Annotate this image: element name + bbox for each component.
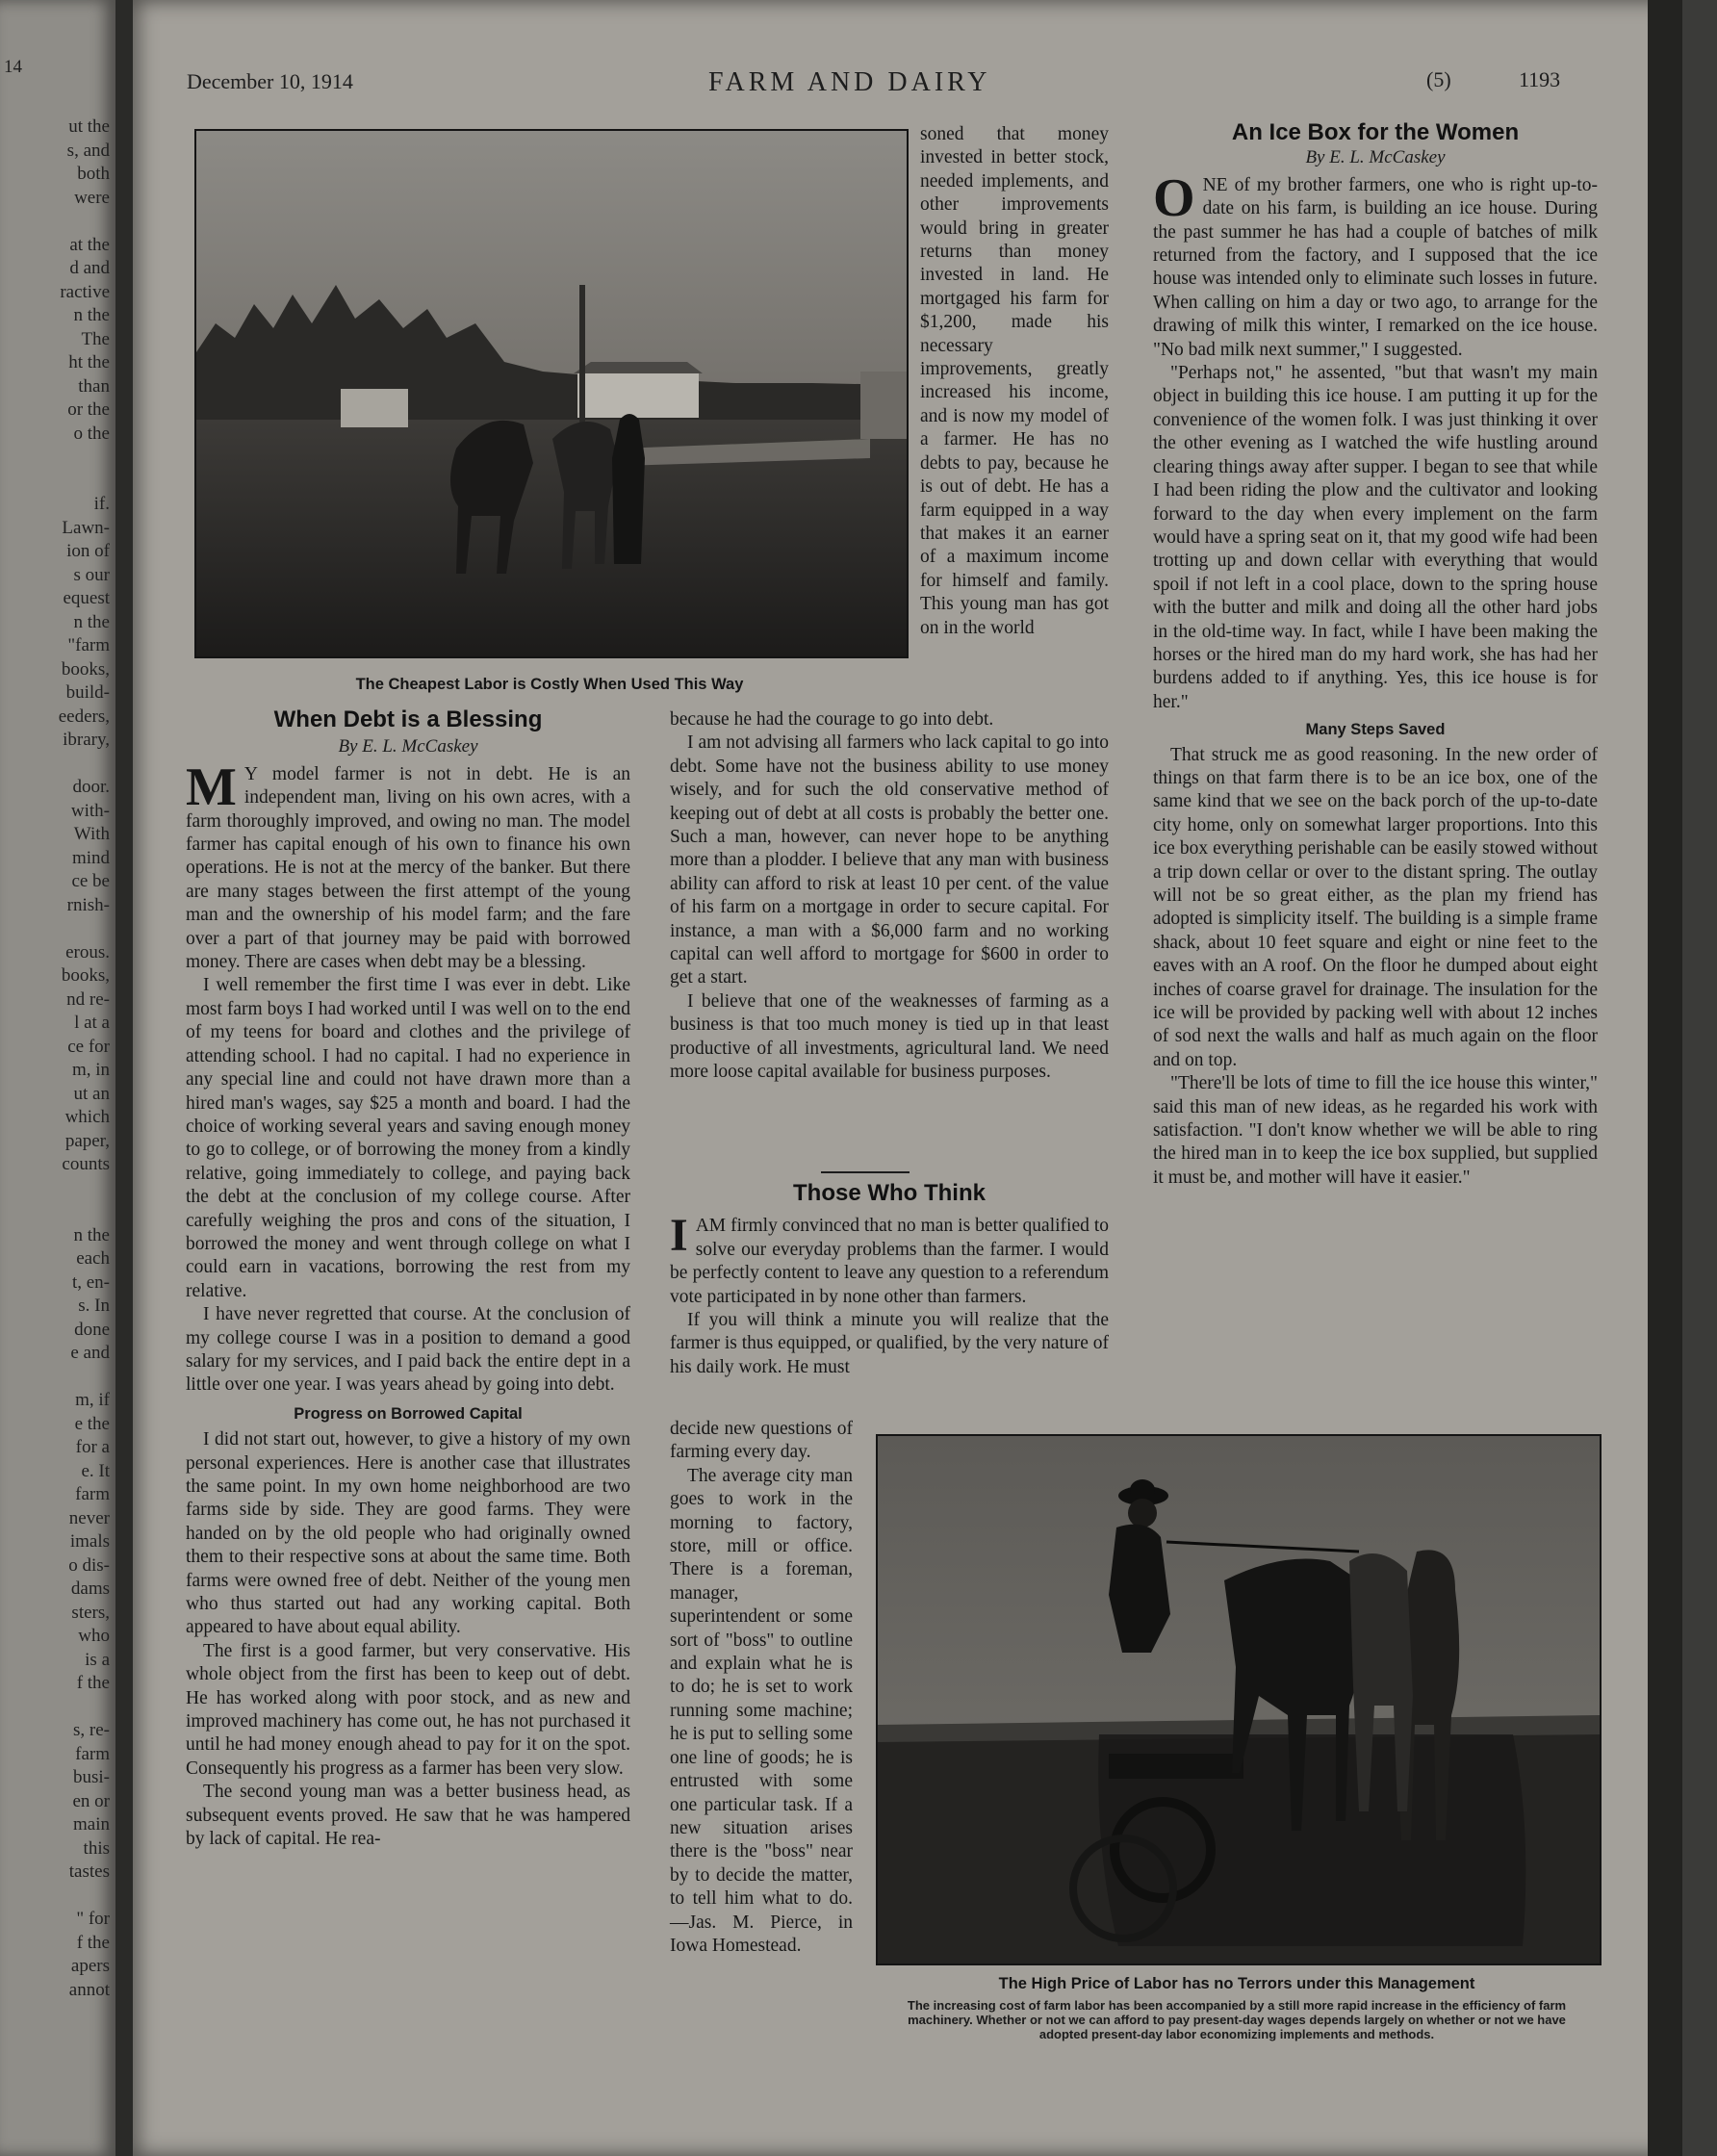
previous-page-fragment: m, in — [71, 1060, 110, 1080]
previous-page-fragment: ce for — [67, 1036, 110, 1057]
previous-page-fragment: sters, — [71, 1602, 110, 1623]
bottom-photo-caption: The High Price of Labor has no Terrors under this Management — [998, 1975, 1475, 1992]
previous-page-fragment: who — [78, 1626, 110, 1646]
paragraph: The second young man was a better business head, as subsequent events proved. He saw that he was hampered by lack of capital. He rea- — [186, 1782, 630, 1850]
previous-page-fragment: mind — [71, 847, 110, 868]
previous-page-fragment: en or — [72, 1790, 110, 1811]
paragraph: I have never regretted that course. At the conclusion of my college course I was in a position to demand a good salary for my services, and I paid back the entire dept in a little over one year. I was years ahead by going into debt. — [186, 1304, 630, 1396]
photo-farmers-with-horses — [194, 129, 909, 658]
bottom-photo-subcaption: The increasing cost of farm labor has been accompanied by a still more rapid increase in the efficiency of farm machinery. Whether or not we can afford to pay present-day wages depends largely on whether or not we have adopted present-day labor economizing implements and methods. — [907, 1998, 1567, 2041]
previous-page-fragment: With — [73, 824, 110, 844]
paragraph: I did not start out, however, to give a history of my own personal experiences. Here is another case that illustrates the same point. In my own home neighborhood are two farms side by side. They are good farms. They were handed on by the old people who had originally owned them to their respective sons at about the same time. Both farms were owned free of debt. Neither of the young men who thus started out had any working capital. Both appeared to have about equal ability. — [186, 1429, 630, 1638]
previous-page-fragment: ut the — [68, 116, 110, 137]
paragraph: If you will think a minute you will realize that the farmer is thus equipped, or qualified, by the very nature of his daily work. He must — [670, 1310, 1109, 1377]
previous-page-fragment: s our — [73, 564, 110, 585]
paragraph: "Perhaps not," he assented, "but that wasn't my main object in building this ice house. I am putting it up for the convenience of the women folk. I was just thinking it over the other evening as I watched the wife hustling around clearing things away after supper. I began to see that while I had been riding the plow and the cultivator and looking forward to the day when every implement on the farm would have a spring seat on it, that my good wife had been trotting up and down cellar with everything that would spoil if not left in a cool place, down to the spring house with the butter and milk and doing all the other hard jobs in the old-time way. In fact, while I have been making the horses or the hired man do my hard work, she has had her burdens added to if anything. Yes, this ice house is for her." — [1153, 363, 1598, 712]
previous-page-folio: 14 — [4, 57, 22, 77]
previous-page-fragment: farm — [75, 1484, 110, 1504]
previous-page-fragment: Lawn- — [62, 517, 110, 538]
previous-page-fragment: " for — [76, 1909, 110, 1929]
previous-page-fragment: door. — [72, 777, 110, 797]
previous-page-fragment: than — [78, 375, 110, 397]
byline-icebox: By E. L. McCaskey — [1305, 147, 1446, 168]
previous-page-fragment: if. — [93, 494, 110, 514]
byline-debt: By E. L. McCaskey — [338, 736, 478, 757]
paragraph: I well remember the first time I was ever in debt. Like most farm boys I had worked until I was well on to the end of my teens for board and clothes and the privilege of attending school. I had no capital. I had no experience in any special line and could not have drawn more than a hired man's wages, say $25 a month and board. I had the choice of working several years and saving enough money to go to college, or of borrowing the money from a kindly relative, going immediately to college, and paying back the debt at the conclusion of my college course. After carefully weighing the pros and cons of the situation, I borrowed the money and went through college on what I could earn in vacations, borrowing the rest from my relative. — [186, 975, 630, 1301]
previous-page-fragment: o dis- — [68, 1554, 110, 1576]
top-photo-caption: The Cheapest Labor is Costly When Used This Way — [355, 676, 744, 693]
dropcap-m: M — [186, 757, 237, 817]
previous-page-fragment: The — [81, 328, 110, 349]
previous-page-fragment: annot — [68, 1979, 110, 2000]
think-article-narrow — [670, 1418, 853, 1958]
paragraph: NE of my brother farmers, one who is right up-to-date on his farm, is building an ice house. During the past summer he has had a couple of batches of milk returned from the factory, and I supposed that the ice house was intended only to eliminate such losses in future. When calling on him a day or two ago, to arrange for the drawing of milk this winter, I remarked on the ice house. "No bad milk next summer," I suggested. — [1153, 174, 1598, 360]
article-title-icebox: An Ice Box for the Women — [1231, 119, 1520, 145]
folio: 1193 — [1519, 67, 1561, 91]
previous-page-fragment: o the — [73, 423, 110, 444]
previous-page-fragment: equest — [63, 588, 110, 608]
previous-page-fragment: l at a — [74, 1013, 110, 1033]
previous-page-fragment: at the — [69, 234, 110, 255]
previous-page-fragment: dams — [70, 1578, 110, 1599]
previous-page-fragment: is a — [85, 1649, 110, 1670]
page-number: (5) — [1426, 67, 1451, 91]
paragraph: I believe that one of the weaknesses of farming as a business is that too much money is tied up in that least productive of all investments, agricultural land. We need more loose capital available for business purposes. — [670, 990, 1109, 1083]
masthead: FARM AND DAIRY — [708, 67, 991, 97]
issue-date: December 10, 1914 — [187, 69, 353, 93]
paragraph: AM firmly convinced that no man is better qualified to solve our everyday problems than the farmer. I would be perfectly content to leave any question to a referendum vote participated in by none other than farmers. — [670, 1216, 1109, 1307]
previous-page-fragment: books, — [61, 965, 110, 986]
debt-article-column — [186, 708, 630, 1852]
previous-page-fragment: rnish- — [66, 894, 110, 915]
divider-rule — [821, 1171, 910, 1173]
previous-page-fragment: f the — [76, 1932, 110, 1953]
previous-page-fragment: n the — [73, 611, 110, 632]
paragraph: The average city man goes to work in the morning to factory, store, mill or office. There is a foreman, manager, superintendent or some sort of "boss" to outline and explain what he is to do; he is set to work running some machine; he is put to selling some one line of goods; he is entrusted with some one particular task. If a new situation arises there is the "boss" near by to decide the matter, to tell him what to do.—Jas. M. Pierce, in Iowa Homestead. — [670, 1465, 853, 1956]
previous-page-fragment: main — [73, 1814, 110, 1835]
paragraph: because he had the courage to go into debt. — [670, 709, 994, 730]
previous-page-fragment: busi- — [73, 1767, 110, 1787]
previous-page-fragment: with- — [70, 800, 110, 821]
previous-page-fragment: ractive — [60, 281, 110, 302]
debt-article-continuation-upper — [920, 123, 1109, 640]
previous-page-fragment: s, re- — [73, 1720, 110, 1740]
paragraph: soned that money invested in better stock, needed implements, and other improvements would bring in greater returns than money invested in land. He mortgaged his farm for $1,200, made his necessary improvements, greatly increased his income, and is now my model of a farmer. He has no debts to pay, because he is out of debt. He has a farm equipped in a way that makes it an earner of a maximum income for himself and family. This young man has got on in the world — [920, 124, 1109, 638]
previous-page-fragment: d and — [69, 258, 110, 278]
paragraph: Y model farmer is not in debt. He is an independent man, living on his own acres, with a farm thoroughly improved, and owing no man. The model farmer has capital enough of his own to finance his own operations. He is not at the mercy of the banker. But there are many stages between the first attempt of the young man and the ownership of his model farm; and the fare over a part of that journey may be paid with borrowed money. There are cases when debt may be a blessing. — [186, 763, 630, 973]
previous-page-fragment: ce be — [71, 871, 110, 891]
dropcap-o: O — [1153, 167, 1195, 228]
article-title-think: Those Who Think — [793, 1180, 986, 1206]
subhead-progress: Progress on Borrowed Capital — [294, 1404, 523, 1423]
think-article-top — [670, 1182, 1109, 1379]
previous-page-fragment: ibrary, — [63, 730, 110, 750]
photo-man-driving-team-icon — [878, 1436, 1600, 1964]
paragraph: decide new questions of farming every day. — [670, 1419, 853, 1463]
article-title-debt: When Debt is a Blessing — [273, 706, 543, 732]
previous-page-fragment: n the — [73, 305, 110, 325]
previous-page-fragment: s. In — [78, 1296, 110, 1316]
previous-page-edge — [0, 0, 115, 2156]
icebox-article-column — [1153, 121, 1598, 1190]
debt-article-continuation-lower — [670, 708, 1109, 1085]
previous-page-fragment: each — [76, 1248, 110, 1269]
paragraph: "There'll be lots of time to fill the ice house this winter," said this man of new ideas, as he regarded his work with satisfaction. "I don't know whether we will be able to ring the hired man in to keep the ice box supplied, but supplied it must be, and mother will have it easier." — [1153, 1073, 1598, 1188]
newspaper-page — [133, 0, 1682, 2156]
previous-page-fragment: tastes — [68, 1861, 110, 1882]
previous-page-fragment: which — [64, 1107, 110, 1127]
photo-man-driving-team — [876, 1434, 1602, 1965]
previous-page-fragment: t, en- — [71, 1271, 110, 1293]
previous-page-fragment: m, if — [75, 1390, 110, 1410]
previous-page-fragment: this — [83, 1837, 110, 1859]
previous-page-fragment: erous. — [65, 941, 110, 962]
subhead-many-steps: Many Steps Saved — [1305, 721, 1446, 739]
previous-page-fragment: ht the — [68, 352, 110, 372]
previous-page-fragment: counts — [62, 1154, 110, 1174]
previous-page-fragment: build- — [65, 682, 110, 703]
paragraph: I am not advising all farmers who lack capital to go into debt. Some have not the business ability to use money wisely, and for such the old conservative method of keeping out of debt at all costs is probably the better one. Such a man, however, can never hope to be anything more than a plodder. I believe that any man with business ability can afford to risk at least 10 per cent. of the value of his farm on a mortgage in order to secure capital. For instance, a man with a $6,000 farm and no working capital can well afford to mortgage for $600 in order to get a start. — [670, 732, 1109, 988]
previous-page-fragment: ion of — [66, 541, 110, 561]
previous-page-fragment: imals — [69, 1531, 110, 1552]
previous-page-fragment: n the — [73, 1224, 110, 1245]
previous-page-fragment: for a — [75, 1437, 110, 1457]
paragraph: The first is a good farmer, but very conservative. His whole object from the first has been to keep out of debt. He has worked along with poor stock, and as new and improved machinery has come out, he has not purchased it until he had money enough ahead to pay for it on the spot. Consequently his progress as a farmer has been very slow. — [186, 1640, 630, 1779]
paragraph: That struck me as good reasoning. In the new order of things on that farm there is to be an ice box, one of the same kind that we see on the back porch of the up-to-date city home, only on somewhat larger proportions. Into this ice box everything perishable can be easily stowed without a trip down cellar or over to the distant spring. The outlay will not be so great either, as the plan my friend has adopted is simplicity itself. The building is a simple frame shack, about 10 feet square and eight or nine feet to the eaves with an A roof. On the floor he dumped about eight inches of coarse gravel for drainage. The insulation for the ice will be provided by packing well with about 12 inches of sod next the walls and half as much again on the floor and on top. — [1153, 744, 1598, 1070]
previous-page-fragment: nd re- — [66, 988, 110, 1010]
previous-page-fragment: ut an — [73, 1083, 110, 1104]
book-spine-right — [1648, 0, 1682, 2156]
dropcap-i: I — [670, 1210, 688, 1262]
previous-page-fragment: eeders, — [58, 706, 110, 727]
previous-page-fragment: paper, — [64, 1130, 110, 1151]
previous-page-fragment: "farm — [67, 635, 110, 655]
previous-page-fragment: e. It — [81, 1460, 110, 1481]
previous-page-fragment: e the — [74, 1413, 110, 1434]
previous-page-fragment: or the — [67, 399, 110, 420]
previous-page-fragment: were — [74, 187, 110, 208]
previous-page-fragment: farm — [75, 1743, 110, 1764]
previous-page-fragment: both — [77, 164, 110, 184]
previous-page-fragment: e and — [70, 1343, 110, 1363]
previous-page-fragment: f the — [76, 1673, 110, 1693]
previous-page-fragment: never — [68, 1507, 110, 1528]
previous-page-fragment: done — [74, 1319, 110, 1340]
previous-page-fragment: books, — [61, 658, 110, 680]
photo-farmers-with-horses-icon — [196, 131, 907, 656]
previous-page-fragment: apers — [70, 1956, 110, 1976]
previous-page-fragment: s, and — [66, 140, 110, 161]
